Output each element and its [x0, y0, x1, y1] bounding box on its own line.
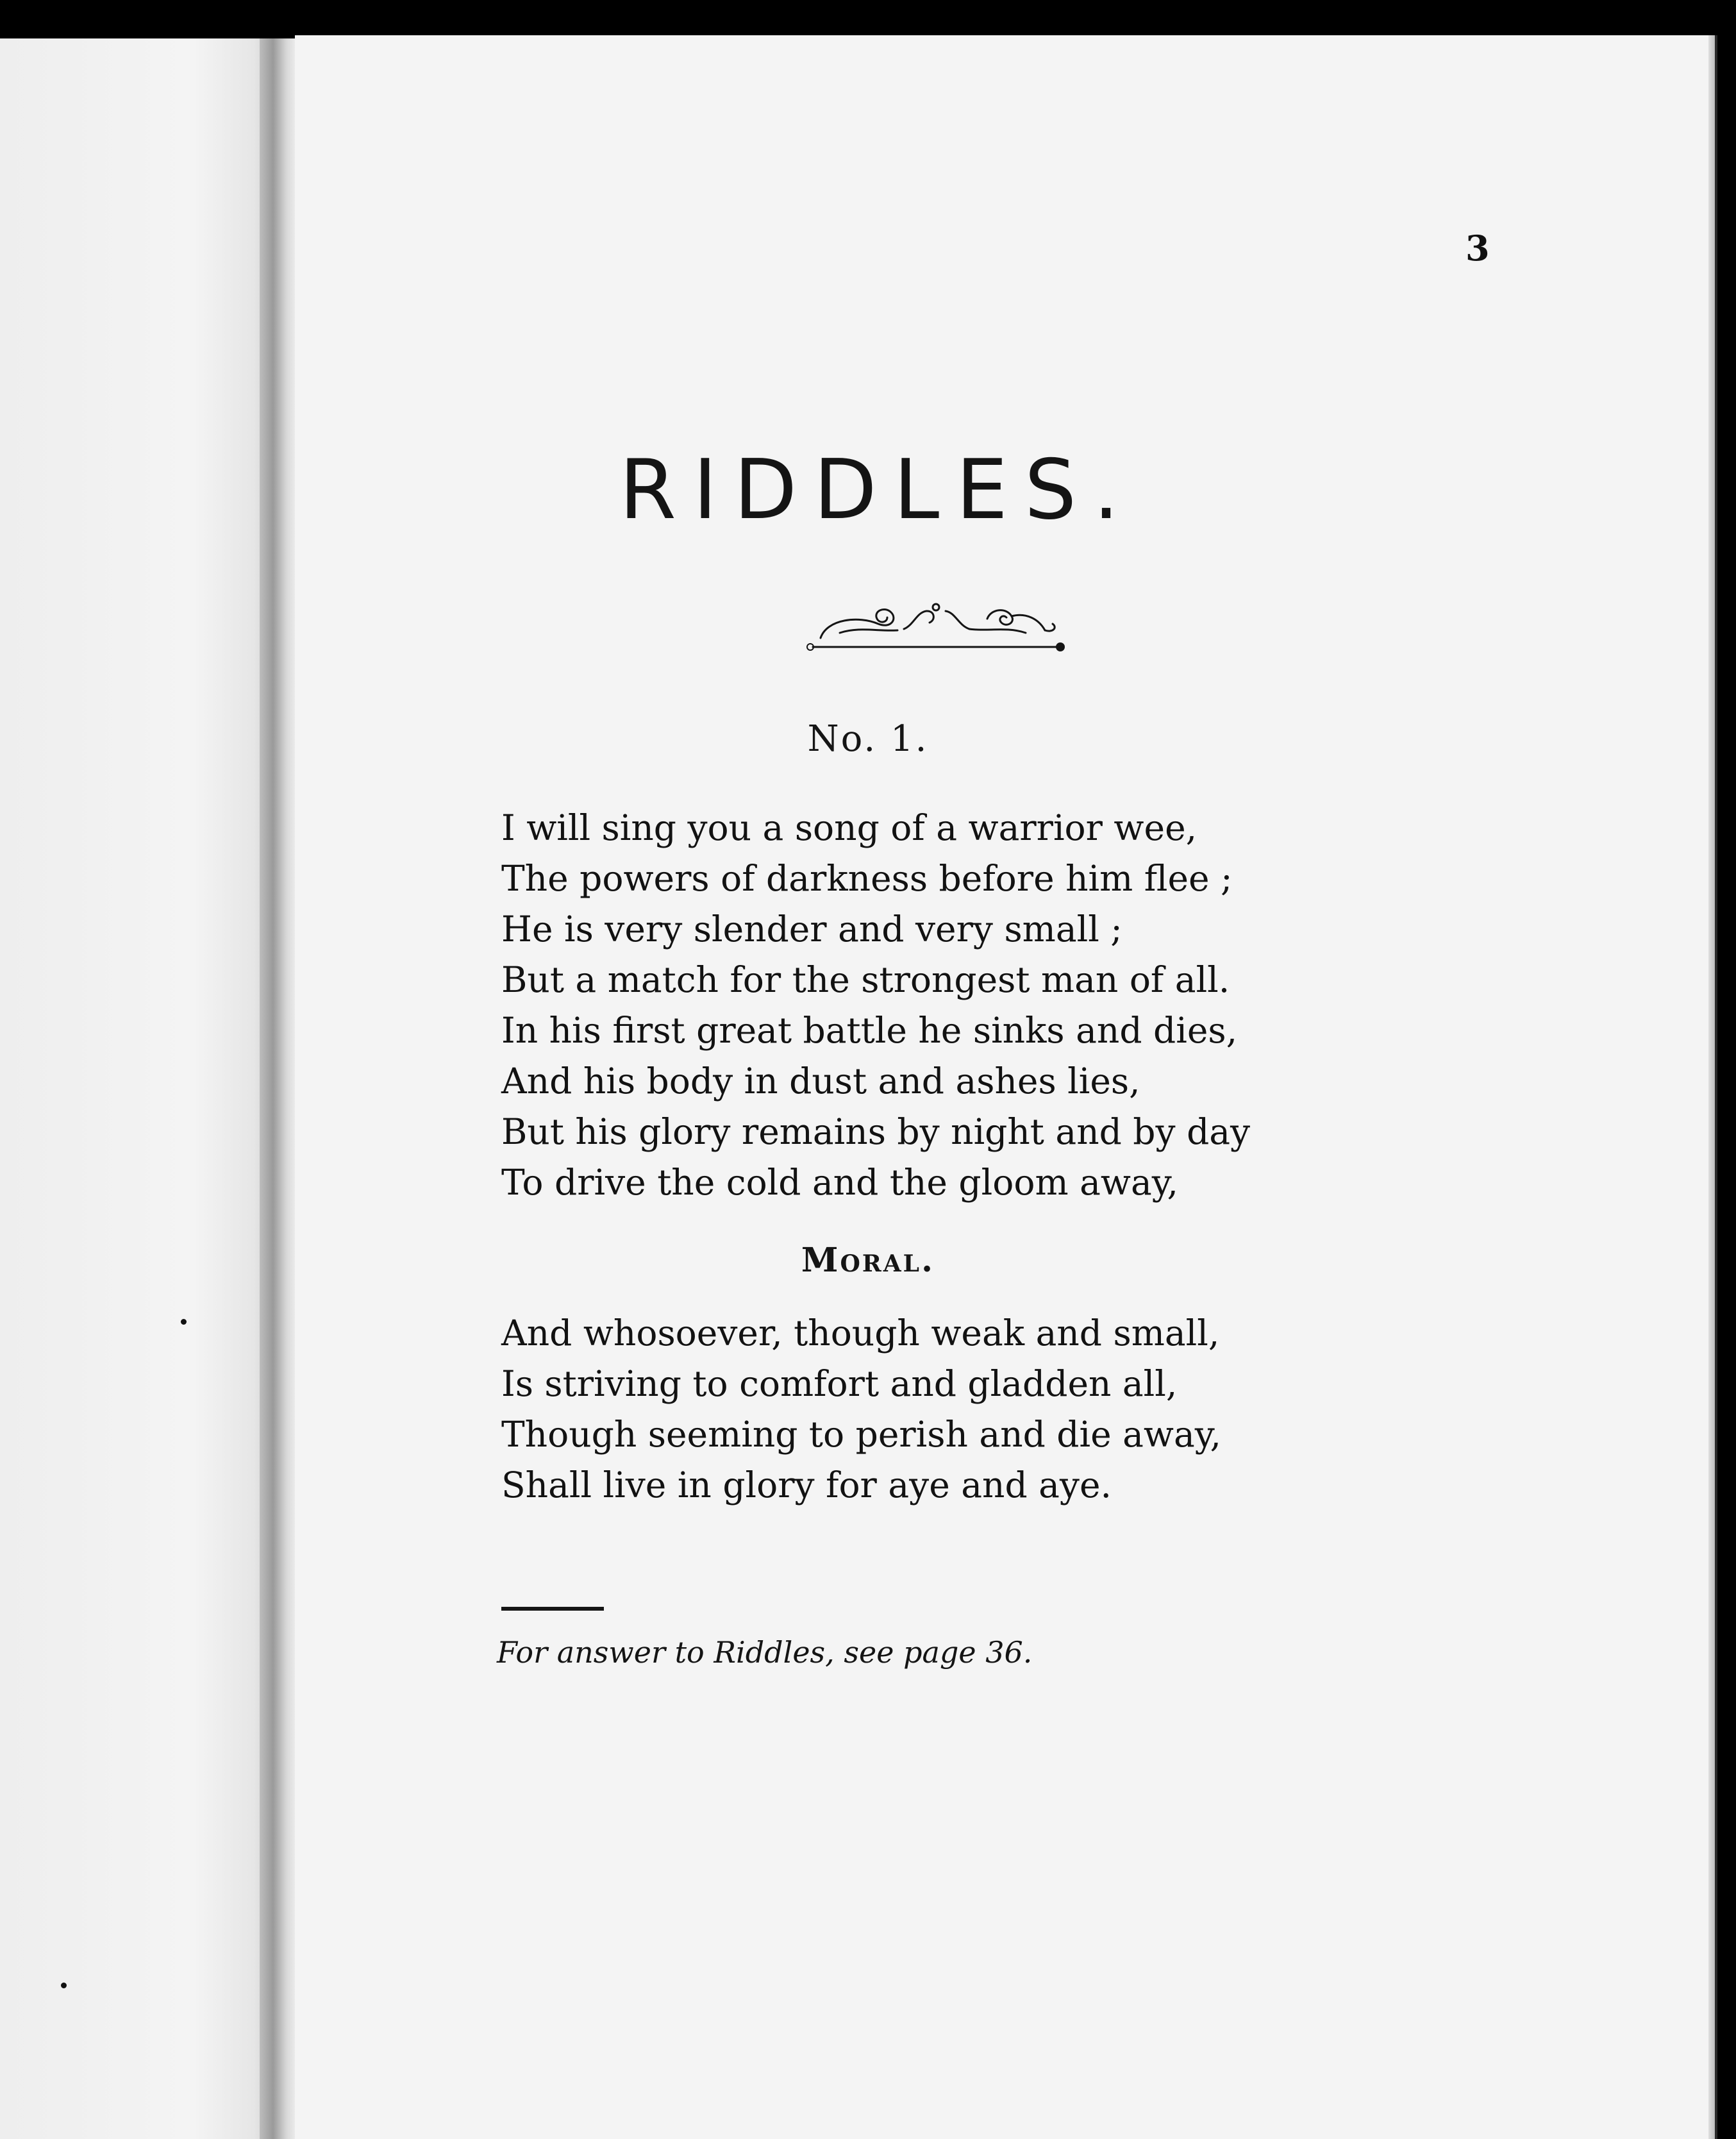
verse-line: And his body in dust and ashes lies, — [501, 1061, 1140, 1102]
book-gutter — [260, 38, 298, 2139]
facing-page — [0, 38, 276, 2139]
page-number: 3 — [1465, 228, 1490, 269]
verse-line: In his first great battle he sinks and dies, — [501, 1010, 1238, 1051]
verse-line: To drive the cold and the gloom away, — [501, 1162, 1178, 1203]
verse-line: Though seeming to perish and die away, — [501, 1414, 1222, 1455]
scroll-flourish-icon — [801, 593, 1083, 657]
moral-heading: Moral. — [801, 1241, 935, 1280]
riddle-heading: No. 1. — [807, 718, 929, 760]
footnote: For answer to Riddles, see page 36. — [497, 1635, 1033, 1670]
page-title — [0, 442, 1736, 538]
verse-line: But his glory remains by night and by day — [501, 1111, 1251, 1152]
verse-line: He is very slender and very small ; — [501, 909, 1123, 950]
verse-line: And whosoever, though weak and small, — [501, 1313, 1220, 1354]
page-edge — [1708, 35, 1715, 2139]
verse-line: The powers of darkness before him flee ; — [501, 858, 1233, 899]
page-title-text: RIDDLES. — [619, 442, 1136, 538]
riddle-verse — [501, 803, 1250, 1208]
ink-speck — [61, 1983, 67, 1988]
verse-line: I will sing you a song of a warrior wee, — [501, 807, 1198, 848]
verse-line: But a match for the strongest man of all. — [501, 959, 1230, 1000]
verse-line: Shall live in glory for aye and aye. — [501, 1464, 1112, 1506]
ink-speck — [181, 1319, 187, 1325]
verse-line: Is striving to comfort and gladden all, — [501, 1363, 1178, 1404]
moral-verse — [501, 1308, 1221, 1511]
footnote-rule — [501, 1607, 604, 1611]
